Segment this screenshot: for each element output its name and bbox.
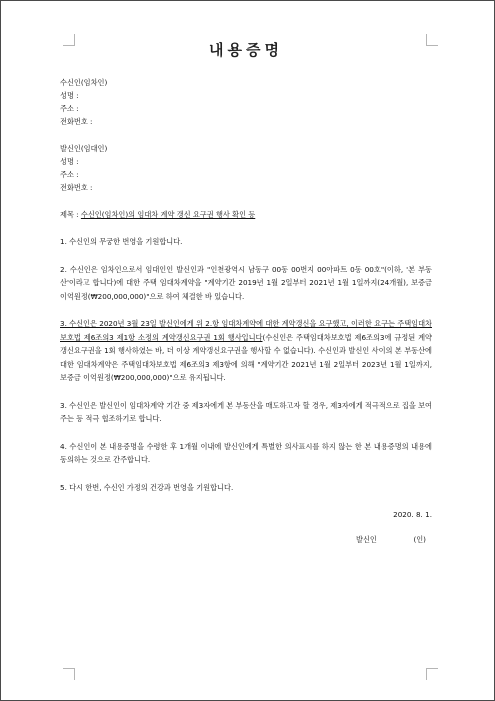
sender-phone-label: 전화번호 :	[60, 183, 93, 192]
recipient-heading: 수신인(임차인)	[60, 78, 108, 87]
document-body	[60, 39, 432, 546]
recipient-phone-label: 전화번호 :	[60, 117, 93, 126]
paragraph-4: 3. 수신인은 발신인이 임대차계약 기간 중 제3자에게 본 부동산을 매도하고자 할 경우, 제3자에게 적극적으로 집을 보여 주는 등 적극 협조하기로 합니다.	[60, 400, 432, 423]
recipient-name-label: 성명 :	[60, 91, 79, 100]
signature-label: 발신인	[356, 535, 377, 544]
recipient-address-label: 주소 :	[60, 104, 79, 113]
paragraph-6: 5. 다시 한번, 수신인 가정의 건강과 번영을 기원합니다.	[60, 482, 234, 492]
sender-heading: 발신인(임대인)	[60, 144, 108, 153]
subject-prefix: 제목 :	[60, 210, 81, 219]
paragraph-3-underlined: 3. 수신인은 2020년 3월 23일 발신인에게 위 2.항 임대차계약에 대한 계약갱신을 요구했고, 이러한 요구는 주택임대차보호법 제6조의3 제1항 소정의 계약갱신요구권 1회 행사입니다	[60, 319, 432, 342]
recipient-block	[60, 76, 432, 128]
crop-mark-bottom-right	[426, 668, 438, 680]
crop-mark-bottom-left	[63, 668, 75, 680]
sender-block	[60, 142, 432, 194]
document-title: 내용증명	[209, 41, 283, 59]
paragraph-3-rest: (수신인은 주택임대차보호법 제6조의3에 규정된 계약갱신요구권을 1회 행사하였는 바, 더 이상 계약갱신요구권을 행사할 수 없습니다). 수신인과 발신인 사이의 본 부동산에 대한 임대차계약은 주택임대차보호법 제6조의3 제3항에 의해 "계약기간 2021년 1월 2일부터 2023년 1월 1일까지, 보증금 이억원정(₩200,000,000)"으로 유지됩니다.	[60, 332, 432, 382]
paragraph-1: 1. 수신인의 무궁한 번영을 기원합니다.	[60, 237, 183, 246]
document-date: 2020. 8. 1.	[393, 510, 432, 519]
paragraph-2: 2. 수신인은 임차인으로서 임대인인 발신인과 "인천광역시 남동구 00동 00번지 00아파트 0동 00호"(이하, '본 부동산'이라고 합니다)에 대한 주택 임대차계약을 "계약기간 2019년 1월 2일부터 2021년 1월 1일까지(24개월), 보증금 이억원정(₩200,000,000)"으로 하여 체결한 바 있습니다.	[60, 264, 432, 301]
subject-text: 수신인(임차인)의 임대차 계약 갱신 요구권 행사 확인 등	[80, 210, 256, 219]
subject-line	[60, 208, 432, 221]
signature-line	[60, 533, 432, 546]
paragraph-3	[60, 317, 432, 385]
signature-seal: (인)	[413, 535, 426, 544]
sender-name-label: 성명 :	[60, 157, 79, 166]
paragraph-5: 4. 수신인이 본 내용증명을 수령한 후 1개월 이내에 발신인에게 특별한 의사표시를 하지 않는 한 본 내용증명의 내용에 동의하는 것으로 간주합니다.	[60, 441, 432, 464]
sender-address-label: 주소 :	[60, 170, 79, 179]
